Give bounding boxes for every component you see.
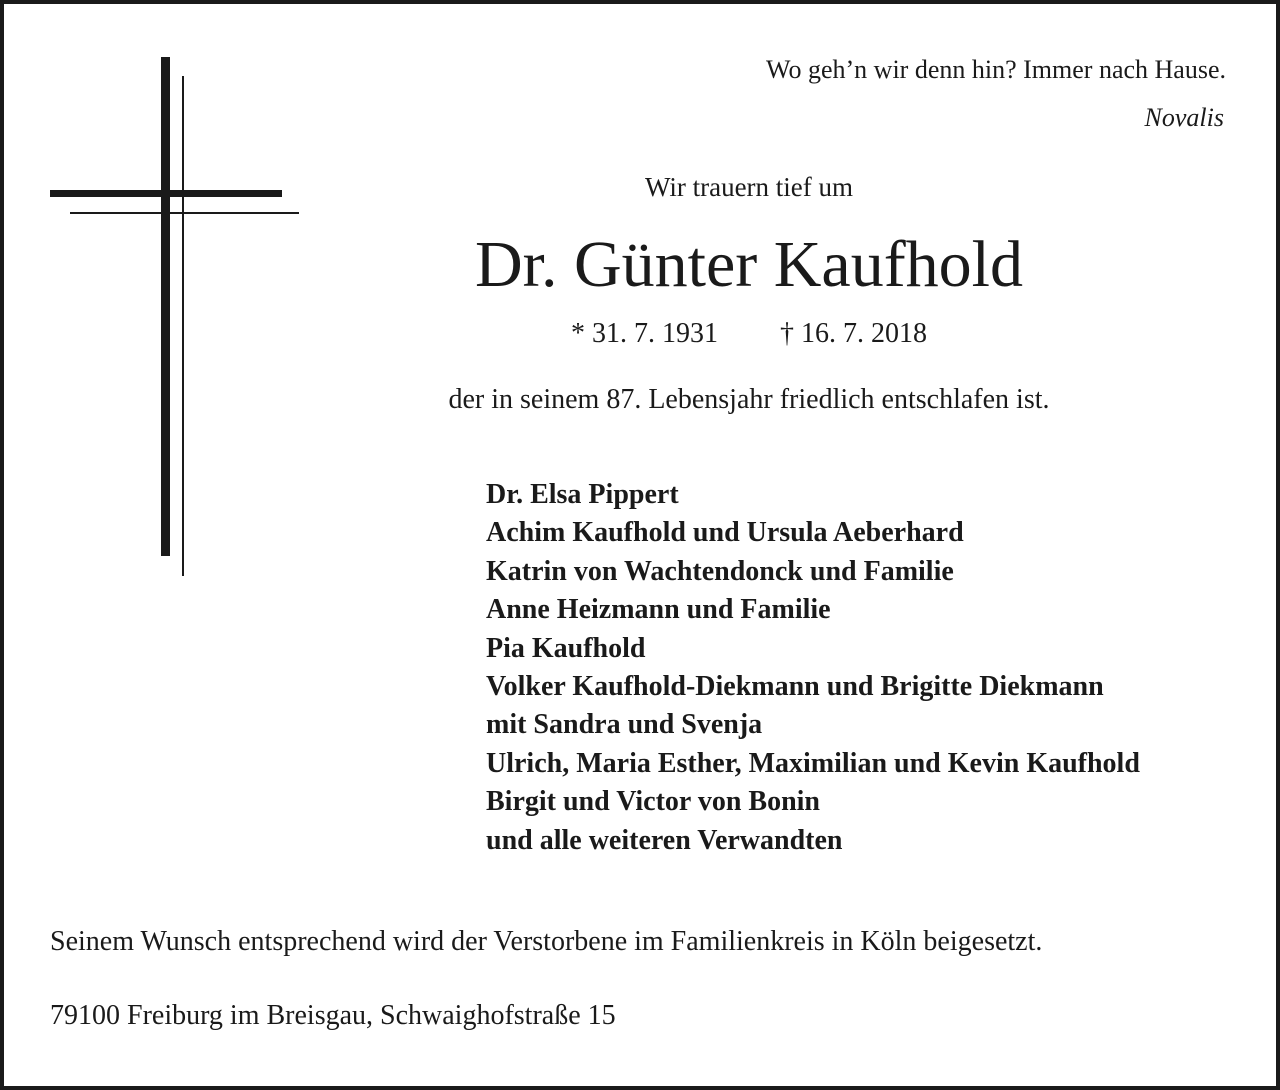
cross-vertical-bar: [161, 57, 170, 556]
cross-horizontal-line: [70, 212, 299, 214]
mourner-item: und alle weiteren Verwandten: [486, 824, 843, 856]
mourner-item: mit Sandra und Svenja: [486, 709, 763, 741]
deceased-name: Dr. Günter Kaufhold: [474, 228, 1024, 301]
death-date: † 16. 7. 2018: [780, 318, 927, 349]
birth-date: * 31. 7. 1931: [571, 318, 718, 349]
quote-author: Novalis: [1144, 103, 1224, 132]
funeral-note: Seinem Wunsch entsprechend wird der Verstorbene im Familienkreis in Köln beigesetzt.: [50, 926, 1043, 957]
mourner-item: Dr. Elsa Pippert: [486, 479, 679, 510]
mourner-item: Katrin von Wachtendonck und Familie: [486, 555, 954, 587]
age-line: der in seinem 87. Lebensjahr friedlich entschlafen ist.: [448, 384, 1050, 415]
mourner-item: Anne Heizmann und Familie: [486, 594, 831, 626]
mourner-item: Achim Kaufhold und Ursula Aeberhard: [486, 517, 964, 549]
address-line: 79100 Freiburg im Breisgau, Schwaighofstraße 15: [50, 1000, 616, 1031]
mourner-item: Ulrich, Maria Esther, Maximilian und Kevin Kaufhold: [486, 747, 1140, 779]
mourners-list: [486, 476, 1140, 860]
life-dates: [4, 316, 1280, 352]
intro-line: Wir trauern tief um: [644, 172, 854, 202]
mourner-item: Pia Kaufhold: [486, 632, 646, 664]
mourner-item: Volker Kaufhold-Diekmann und Brigitte Diekmann: [486, 671, 1104, 703]
mourner-item: Birgit und Victor von Bonin: [486, 786, 821, 818]
quote-text: Wo geh’n wir denn hin? Immer nach Hause.: [766, 55, 1226, 84]
